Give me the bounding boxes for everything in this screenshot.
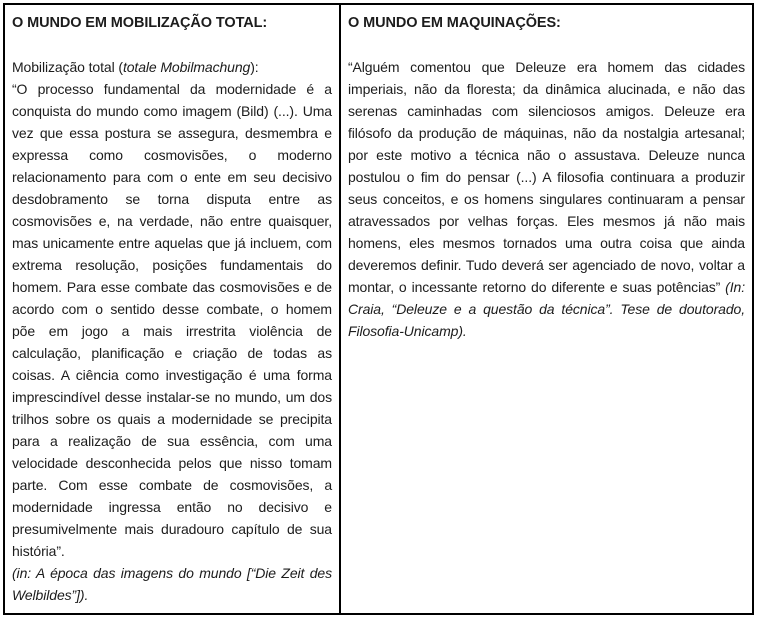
- left-body-paragraph: “O processo fundamental da modernidade é a conquista do mundo como imagem (Bild) (...). Uma vez que essa postura se assegura, desmembra e expressa como cosmovisões, o moderno relacionamento para com o ente em seu decisivo desdobramento se torna disputa entre as cosmovisões e, na verdade, não entre quaisquer, mas unicamente entre aquelas que já incluem, com extrema resolução, posições fundamentais do homem. Para esse combate das cosmovisões e de acordo com o sentido desse combate, o homem põe em jogo a mais irrestrita violência de calculação, planificação e criação de todas as coisas. A ciência como investigação é uma forma imprescindível desse instalar-se no mundo, um dos trilhos sobre os quais a modernidade se precipita para a realização de sua essência, com uma velocidade desconhecida pelos que nisso tomam parte. Com esse combate de cosmovisões, a modernidade ingressa então no decisivo e presumivelmente mais duradouro capítulo de sua história”.: [12, 81, 332, 559]
- two-column-table: [3, 3, 754, 615]
- right-column-cell: [341, 5, 752, 613]
- right-body-paragraph: “Alguém comentou que Deleuze era homem das cidades imperiais, não da floresta; da dinâmica alucinada, e não das serenas caminhadas com silenciosos amigos. Deleuze era filósofo da produção de máquinas, não da nostalgia artesanal; por este motivo a técnica não o assustava. Deleuze nunca postulou o fim do pensar (...) A filosofia continuara a produzir seus conceitos, e os homens singulares continuaram a pensar atravessados por velhas forças. Eles mesmos já não mais homens, eles mesmos tornados uma outra coisa que ainda deveremos definir. Tudo deverá ser agenciado de novo, voltar a montar, o incessante retorno do diferente e suas potências” (In: Craia, “Deleuze e a questão da técnica”. Tese de doutorado, Filosofia-Unicamp).: [348, 59, 745, 339]
- left-source-citation: (in: A época das imagens do mundo [“Die Zeit des Welbildes”]).: [12, 565, 332, 603]
- left-column-cell: [5, 5, 341, 613]
- left-intro-line: Mobilização total (totale Mobilmachung):: [12, 59, 259, 75]
- right-column-header: O MUNDO EM MAQUINAÇÕES:: [348, 15, 561, 31]
- left-column-header: O MUNDO EM MOBILIZAÇÃO TOTAL:: [12, 15, 268, 31]
